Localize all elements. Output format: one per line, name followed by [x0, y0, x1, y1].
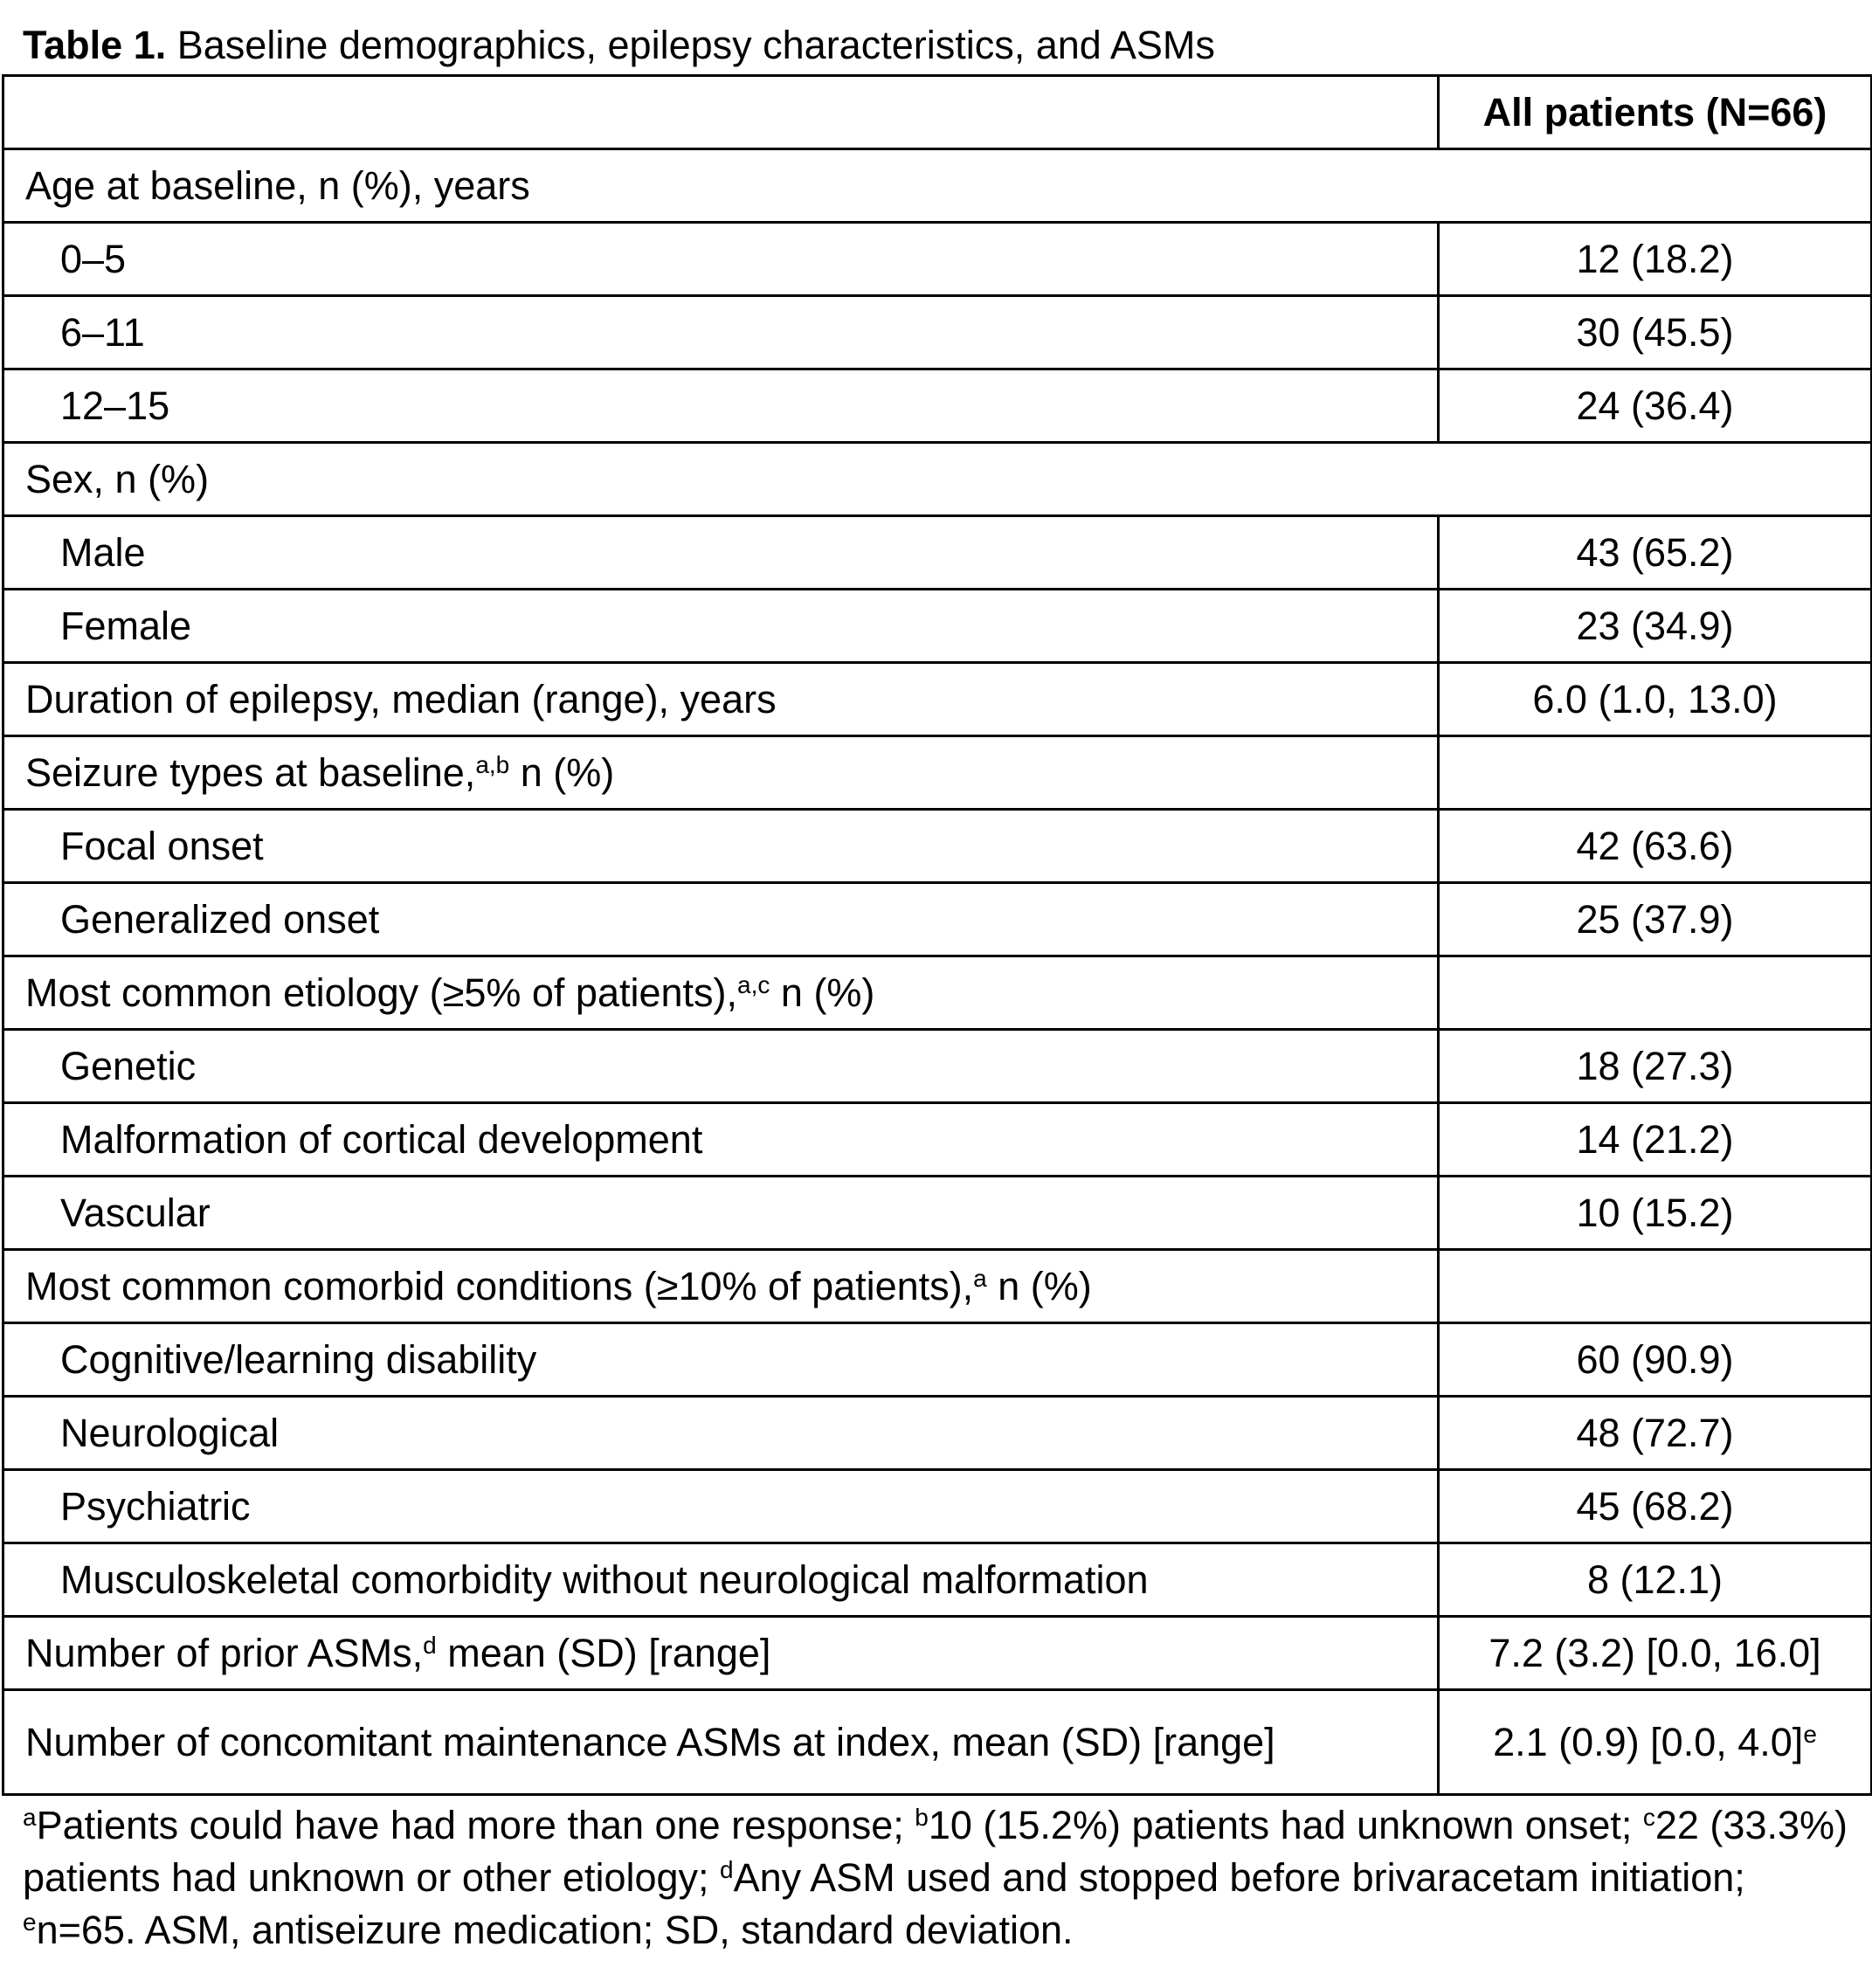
- table-header-row: [3, 76, 1872, 149]
- row-value-duration: 6.0 (1.0, 13.0): [1439, 663, 1872, 736]
- table-row: [3, 1397, 1872, 1470]
- table-row: [3, 1470, 1872, 1543]
- table-row: [3, 590, 1872, 663]
- baseline-table: [2, 74, 1872, 1796]
- row-label: Female: [3, 590, 1439, 663]
- section-row-etiology: [3, 956, 1872, 1030]
- row-value: 42 (63.6): [1439, 810, 1872, 883]
- row-value: 43 (65.2): [1439, 516, 1872, 590]
- footnote-marker: a: [973, 1264, 987, 1292]
- row-label: Generalized onset: [3, 883, 1439, 956]
- row-label: Focal onset: [3, 810, 1439, 883]
- section-row-sex: [3, 443, 1872, 516]
- empty-cell: [1439, 1250, 1872, 1323]
- table-row: [3, 810, 1872, 883]
- table-row: [3, 1030, 1872, 1103]
- section-label-text: Most common etiology (≥5% of patients),: [25, 970, 738, 1015]
- row-label: Malformation of cortical development: [3, 1103, 1439, 1177]
- row-label-suffix: mean (SD) [range]: [436, 1630, 771, 1675]
- table-row: [3, 1323, 1872, 1397]
- row-label: Psychiatric: [3, 1470, 1439, 1543]
- footnote-marker: a,b: [475, 750, 510, 778]
- row-label-prior-asms: [3, 1617, 1439, 1690]
- row-value: 23 (34.9): [1439, 590, 1872, 663]
- row-label: Musculoskeletal comorbidity without neurological malformation: [3, 1543, 1439, 1617]
- section-row-age: [3, 149, 1872, 223]
- table-row: [3, 516, 1872, 590]
- row-value: 30 (45.5): [1439, 296, 1872, 369]
- row-label: Genetic: [3, 1030, 1439, 1103]
- table-caption-text: Baseline demographics, epilepsy characteristics, and ASMs: [176, 23, 1215, 67]
- table-row: [3, 1177, 1872, 1250]
- footnote-text: Patients could have had more than one response;: [36, 1803, 915, 1847]
- section-label-comorbid: [3, 1250, 1439, 1323]
- table-row: [3, 369, 1872, 443]
- footnote-marker: d: [720, 1856, 734, 1883]
- row-value: 18 (27.3): [1439, 1030, 1872, 1103]
- row-label-text: Number of prior ASMs,: [25, 1630, 424, 1675]
- row-label: Male: [3, 516, 1439, 590]
- row-label: Cognitive/learning disability: [3, 1323, 1439, 1397]
- section-label-suffix: n (%): [986, 1263, 1092, 1308]
- table-row: [3, 1103, 1872, 1177]
- footnote-text: 22 (33.3%) patients had unknown or other etiology;: [23, 1803, 1848, 1900]
- row-label-duration: Duration of epilepsy, median (range), years: [3, 663, 1439, 736]
- row-value: 24 (36.4): [1439, 369, 1872, 443]
- value-text: 2.1 (0.9) [0.0, 4.0]: [1493, 1719, 1804, 1764]
- footnote-marker: a: [23, 1804, 37, 1831]
- row-label: 12–15: [3, 369, 1439, 443]
- section-row-comorbid: [3, 1250, 1872, 1323]
- footnote-text: Any ASM used and stopped before brivaracetam initiation;: [733, 1855, 1745, 1900]
- table-caption: [23, 19, 1215, 72]
- empty-cell: [1439, 956, 1872, 1030]
- section-label-text: Most common comorbid conditions (≥10% of patients),: [25, 1263, 974, 1308]
- row-value: 25 (37.9): [1439, 883, 1872, 956]
- table-row: [3, 223, 1872, 296]
- footnote-marker: c: [1642, 1804, 1655, 1831]
- section-label-suffix: n (%): [770, 970, 875, 1015]
- footnote-marker: b: [915, 1804, 929, 1831]
- row-prior-asms: [3, 1617, 1872, 1690]
- row-value: 60 (90.9): [1439, 1323, 1872, 1397]
- row-concomitant-asms: [3, 1690, 1872, 1795]
- column-header-all-patients: All patients (N=66): [1439, 76, 1872, 149]
- table-footnote: [23, 1799, 1857, 1957]
- row-value: 45 (68.2): [1439, 1470, 1872, 1543]
- section-label-etiology: [3, 956, 1439, 1030]
- row-value: 48 (72.7): [1439, 1397, 1872, 1470]
- section-label-sex: Sex, n (%): [3, 443, 1872, 516]
- row-label: Neurological: [3, 1397, 1439, 1470]
- row-value-concomitant-asms: [1439, 1690, 1872, 1795]
- footnote-marker: e: [1803, 1720, 1817, 1748]
- row-value: 14 (21.2): [1439, 1103, 1872, 1177]
- section-label-text: Seizure types at baseline,: [25, 749, 476, 795]
- section-label-age: Age at baseline, n (%), years: [3, 149, 1872, 223]
- table-row: [3, 883, 1872, 956]
- row-label: Vascular: [3, 1177, 1439, 1250]
- section-label-suffix: n (%): [509, 749, 615, 795]
- footnote-marker: d: [423, 1631, 437, 1659]
- row-value: 12 (18.2): [1439, 223, 1872, 296]
- table-row: [3, 1543, 1872, 1617]
- row-label: 6–11: [3, 296, 1439, 369]
- footnote-text: n=65. ASM, antiseizure medication; SD, standard deviation.: [36, 1908, 1074, 1952]
- table-caption-label: Table 1.: [23, 23, 167, 67]
- section-row-seizure: [3, 736, 1872, 810]
- empty-cell: [1439, 736, 1872, 810]
- footnote-marker: e: [23, 1909, 37, 1936]
- section-label-seizure: [3, 736, 1439, 810]
- row-value: 8 (12.1): [1439, 1543, 1872, 1617]
- footnote-marker: a,c: [737, 970, 770, 998]
- row-label-concomitant-asms: Number of concomitant maintenance ASMs at index, mean (SD) [range]: [3, 1690, 1439, 1795]
- footnote-text: 10 (15.2%) patients had unknown onset;: [928, 1803, 1643, 1847]
- row-value-prior-asms: 7.2 (3.2) [0.0, 16.0]: [1439, 1617, 1872, 1690]
- row-label: 0–5: [3, 223, 1439, 296]
- row-value: 10 (15.2): [1439, 1177, 1872, 1250]
- header-blank-cell: [3, 76, 1439, 149]
- table-row: [3, 296, 1872, 369]
- row-duration: [3, 663, 1872, 736]
